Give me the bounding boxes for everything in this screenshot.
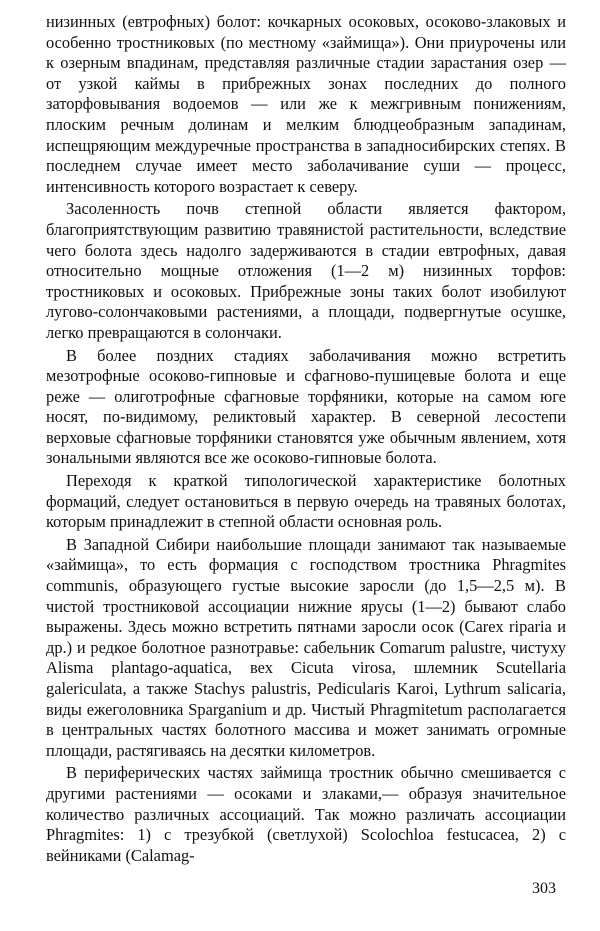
paragraph-4: Переходя к краткой типологической характеристике болотных формаций, следует остановиться в первую очередь на травяных болотах, которым принадлежит в степной области основная роль. [46,471,566,532]
paragraph-1: низинных (евтрофных) болот: кочкарных осоковых, осоково-злаковых и особенно тростниковых (по местному «займища»). Они приурочены или к озерным впадинам, представляя различные стадии зарастания озер — от узкой каймы в прибрежных зонах последних до полного заторфовывания водоемов — или же к межгривным понижениям, плоским речным долинам и мелким блюдцеобразным западинам, испещряющим междуречные пространства в западносибирских степях. В последнем случае имеет место заболачивание суши — процесс, интенсивность которого возрастает к северу. [46,12,566,196]
paragraph-5: В Западной Сибири наибольшие площади занимают так называемые «займища», то есть формация с господством тростника Phragmites communis, образующего густые высокие заросли (до 1,5—2,5 м). В чистой тростниковой ассоциации нижние ярусы (1—2) бывают слабо выражены. Здесь можно встретить пятнами заросли осок (Carex riparia и др.) и редкое болотное разнотравье: сабельник Comarum palustre, чистуху Alisma plantago-aquatica, вех Cicuta virosa, шлемник Scutellaria galericulata, а также Stachys palustris, Pedicularis Karoi, Lythrum salicaria, виды ежеголовника Sparganium и др. Чистый Phragmitetum располагается в центральных частях болотного массива и может занимать огромные площади, растягиваясь на десятки километров. [46,534,566,760]
paragraph-2: Засоленность почв степной области является фактором, благоприятствующим развитию травянистой растительности, вследствие чего болота здесь надолго задерживаются в стадии евтрофных, давая относительно мощные отложения (1—2 м) низинных торфов: тростниковых и осоковых. Прибрежные зоны таких болот изобилуют лугово-солончаковыми растениями, а площади, подвергнутые осушке, легко превращаются в солончаки. [46,199,566,342]
paragraph-6: В периферических частях займища тростник обычно смешивается с другими растениями — осоками и злаками,— образуя значительное количество различных ассоциаций. Так можно различать ассоциации Phragmites: 1) с трезубкой (светлухой) Scolochloa festucacea, 2) с вейниками (Calamag- [46,763,566,865]
paragraph-3: В более поздних стадиях заболачивания можно встретить мезотрофные осоково-гипновые и сфагново-пушицевые болота и еще реже — олиготрофные сфагновые торфяники, которые на самом юге носят, по-видимому, реликтовый характер. В северной лесостепи верховые сфагновые торфяники становятся уже обычным явлением, хотя зональными являются все же осоково-гипновые болота. [46,345,566,468]
page-number: 303 [532,880,556,897]
page-body [46,12,566,866]
